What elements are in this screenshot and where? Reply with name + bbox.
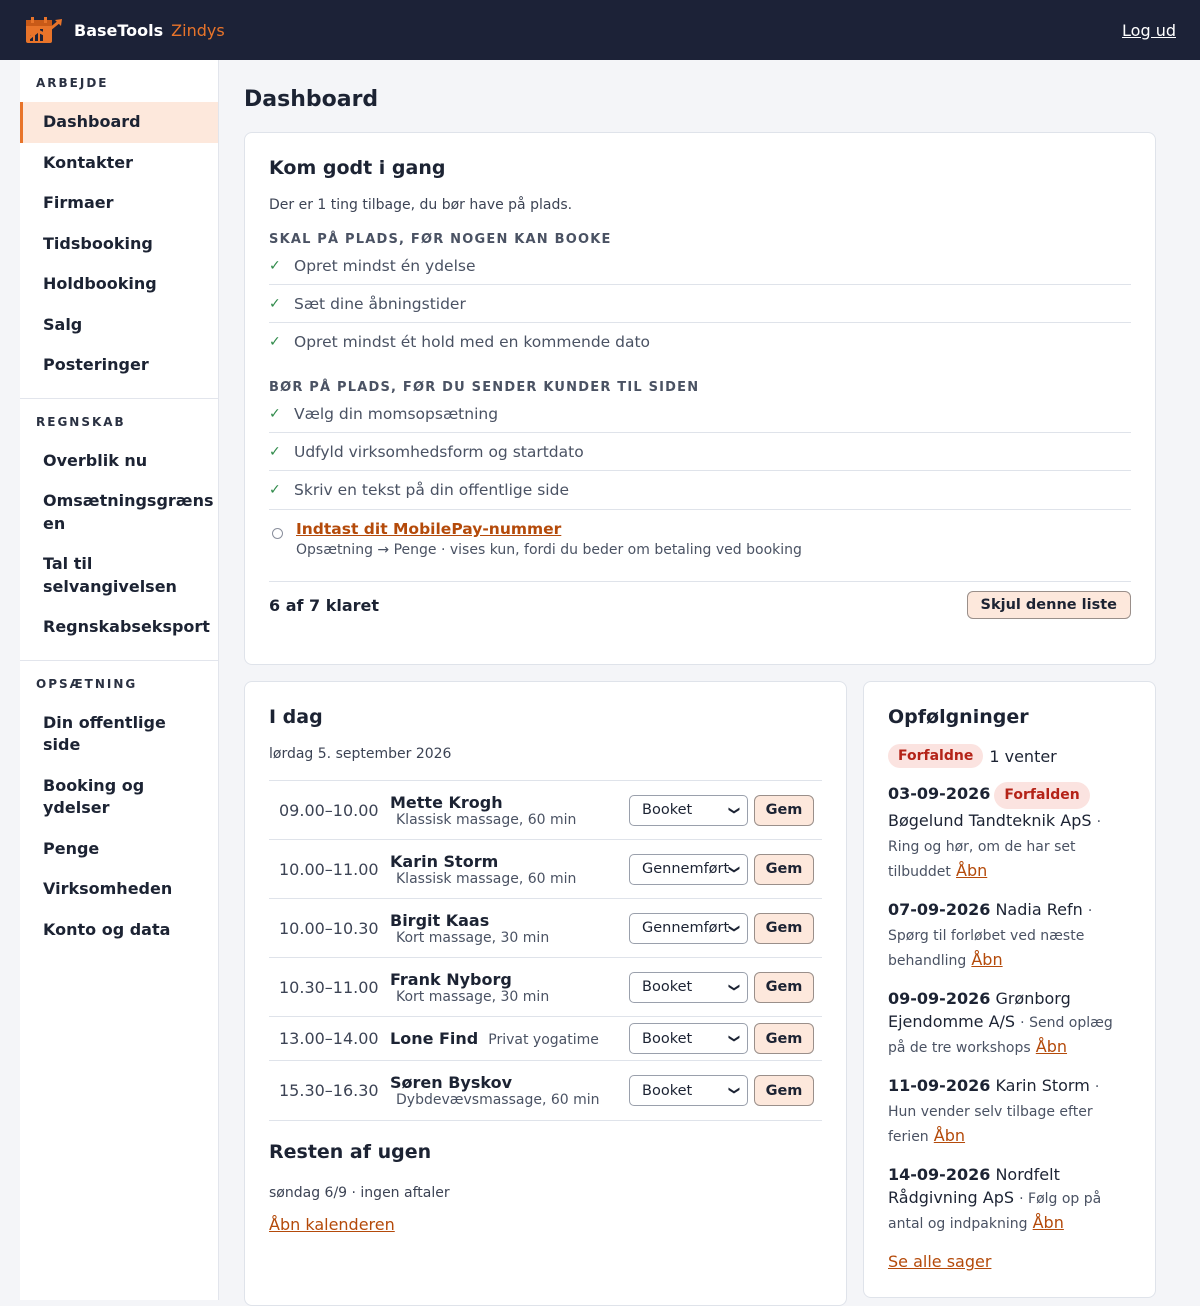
checklist-item-label: Sæt dine åbningstider bbox=[294, 294, 466, 313]
status-value: Booket bbox=[642, 802, 693, 818]
service-name: Klassisk massage, 60 min bbox=[396, 811, 577, 828]
open-followup-link[interactable]: Åbn bbox=[1035, 1037, 1068, 1056]
followup-date: 14-09-2026 bbox=[888, 1165, 991, 1184]
service-name: Kort massage, 30 min bbox=[396, 988, 550, 1005]
chart-calendar-logo-icon bbox=[24, 15, 64, 45]
appointment-row bbox=[269, 1061, 822, 1121]
sidebar-heading: REGNSKAB bbox=[36, 414, 126, 429]
getting-started-card bbox=[244, 132, 1156, 665]
checkmark-icon: ✓ bbox=[269, 443, 281, 460]
appointment-row bbox=[269, 780, 822, 840]
top-bar bbox=[0, 0, 1200, 60]
save-button[interactable]: Gem bbox=[754, 1023, 814, 1054]
todo-hint: Opsætning → Penge · vises kun, fordi du beder om betaling ved booking bbox=[296, 542, 802, 558]
sidebar-item-booking-ydelser[interactable]: Booking og ydelser bbox=[43, 775, 145, 817]
appointment-info bbox=[390, 852, 629, 887]
followups-title: Opfølgninger bbox=[888, 706, 1029, 728]
sidebar-section-regnskab bbox=[20, 399, 218, 661]
checklist-item bbox=[269, 433, 1131, 471]
service-name: Dybdevævsmassage, 60 min bbox=[396, 1092, 600, 1108]
service-name: Klassisk massage, 60 min bbox=[396, 870, 577, 887]
client-name[interactable]: Karin Storm bbox=[390, 851, 499, 871]
save-button[interactable]: Gem bbox=[754, 913, 814, 944]
appointment-info bbox=[390, 793, 629, 828]
checklist-item-label: Opret mindst ét hold med en kommende dato bbox=[294, 333, 651, 351]
followup-list bbox=[888, 782, 1131, 1236]
getting-started-intro: Der er 1 ting tilbage, du bør have på plads. bbox=[269, 197, 573, 213]
service-name: Kort massage, 30 min bbox=[396, 929, 550, 946]
progress-count: 6 af 7 klaret bbox=[269, 595, 380, 615]
appointment-time: 10.30–11.00 bbox=[279, 977, 379, 997]
sidebar-item-salg[interactable]: Salg bbox=[43, 314, 83, 334]
followup-date: 09-09-2026 bbox=[888, 989, 991, 1008]
sidebar-item-omsaetningsgraense[interactable]: Omsætningsgræns en bbox=[43, 491, 214, 533]
sidebar-item-holdbooking[interactable]: Holdbooking bbox=[43, 274, 157, 293]
sidebar-heading: ARBEJDE bbox=[36, 76, 109, 90]
sidebar-item-selvangivelse[interactable]: Tal til selvangivelsen bbox=[43, 554, 177, 596]
followup-item bbox=[888, 1074, 1131, 1149]
followup-date: 03-09-2026 bbox=[888, 784, 991, 803]
sidebar-item-virksomheden[interactable]: Virksomheden bbox=[43, 879, 173, 898]
appointment-list bbox=[269, 780, 822, 1121]
followup-date: 11-09-2026 bbox=[888, 1076, 991, 1095]
followup-note: · Hun vender selv tilbage efter ferien bbox=[888, 1079, 1100, 1145]
chevron-down-icon: ❯ bbox=[727, 1085, 741, 1096]
save-button[interactable]: Gem bbox=[754, 972, 814, 1003]
checklist-required bbox=[269, 247, 1131, 361]
sidebar-item-overblik[interactable]: Overblik nu bbox=[43, 450, 148, 470]
client-name[interactable]: Lone Find bbox=[390, 1029, 479, 1048]
waiting-count: 1 venter bbox=[989, 746, 1057, 766]
brand-name: BaseTools bbox=[74, 20, 164, 40]
sidebar-item-tidsbooking[interactable]: Tidsbooking bbox=[43, 233, 153, 253]
client-name[interactable]: Søren Byskov bbox=[390, 1073, 512, 1092]
checklist-item bbox=[269, 323, 1131, 361]
checklist-recommended bbox=[269, 395, 1131, 509]
appointment-time: 10.00–11.00 bbox=[279, 859, 379, 879]
status-select[interactable] bbox=[629, 972, 748, 1003]
appointment-row bbox=[269, 840, 822, 899]
sidebar-item-penge[interactable]: Penge bbox=[43, 838, 100, 858]
chevron-down-icon: ❯ bbox=[727, 864, 741, 874]
checkmark-icon: ✓ bbox=[269, 295, 281, 312]
followup-note: · Send oplæg på de tre workshops bbox=[888, 1015, 1113, 1056]
open-calendar-link[interactable]: Åbn kalenderen bbox=[269, 1215, 395, 1234]
chevron-down-icon: ❯ bbox=[727, 923, 741, 933]
checklist-group-heading: BØR PÅ PLADS, FØR DU SENDER KUNDER TIL SIDEN bbox=[269, 380, 700, 395]
appointment-row bbox=[269, 1017, 822, 1061]
checklist-item bbox=[269, 471, 1131, 509]
sidebar-section-opsaetning bbox=[20, 661, 218, 963]
followup-contact: Bøgelund Tandteknik ApS bbox=[888, 811, 1092, 830]
followups-summary bbox=[888, 744, 1131, 768]
followup-note: · Ring og hør, om de har set tilbuddet bbox=[888, 814, 1102, 880]
save-button[interactable]: Gem bbox=[754, 1075, 814, 1106]
status-value: Gennemført bbox=[642, 861, 730, 877]
status-select[interactable] bbox=[629, 1023, 748, 1054]
appointment-row bbox=[269, 958, 822, 1017]
today-card bbox=[244, 681, 847, 1306]
sidebar-item-firmaer[interactable]: Firmaer bbox=[43, 193, 114, 212]
hide-list-button[interactable]: Skjul denne liste bbox=[967, 591, 1131, 619]
open-followup-link[interactable]: Åbn bbox=[956, 861, 988, 880]
checklist-item-label: Udfyld virksomhedsform og startdato bbox=[294, 442, 584, 461]
client-name[interactable]: Frank Nyborg bbox=[390, 969, 512, 989]
save-button[interactable]: Gem bbox=[754, 854, 814, 885]
sidebar-item-dashboard[interactable]: Dashboard bbox=[20, 102, 218, 143]
checkmark-icon: ✓ bbox=[269, 257, 281, 274]
page-title: Dashboard bbox=[244, 87, 379, 112]
logout-link[interactable]: Log ud bbox=[1122, 20, 1176, 40]
followup-contact: Karin Storm bbox=[995, 1076, 1090, 1095]
checkmark-icon: ✓ bbox=[269, 405, 281, 422]
overdue-pill[interactable]: Forfaldne bbox=[888, 744, 983, 768]
sidebar-item-kontakter[interactable]: Kontakter bbox=[43, 152, 133, 172]
appointment-time: 09.00–10.00 bbox=[279, 800, 379, 820]
open-followup-link[interactable]: Åbn bbox=[933, 1126, 966, 1145]
status-select[interactable] bbox=[629, 913, 748, 944]
brand-subname: Zindys bbox=[171, 20, 225, 40]
chevron-down-icon: ❯ bbox=[727, 1033, 741, 1044]
followup-date: 07-09-2026 bbox=[888, 900, 991, 919]
status-value: Booket bbox=[642, 979, 693, 995]
status-value: Booket bbox=[642, 1082, 693, 1099]
chevron-down-icon: ❯ bbox=[727, 982, 741, 992]
checklist-item-label: Opret mindst én ydelse bbox=[294, 256, 476, 275]
status-select[interactable] bbox=[629, 1075, 748, 1106]
sidebar bbox=[20, 60, 219, 1300]
main-content bbox=[244, 60, 1156, 1271]
followups-card bbox=[863, 681, 1156, 1298]
rest-of-week-line: søndag 6/9 · ingen aftaler bbox=[269, 1185, 450, 1201]
followup-contact: Grønborg Ejendomme A/S bbox=[888, 989, 1071, 1031]
open-followup-link[interactable]: Åbn bbox=[1032, 1213, 1064, 1232]
checklist-item-label: Vælg din momsopsætning bbox=[294, 404, 499, 423]
appointment-time: 13.00–14.00 bbox=[279, 1029, 379, 1048]
getting-started-title: Kom godt i gang bbox=[269, 157, 446, 179]
client-name[interactable]: Mette Krogh bbox=[390, 792, 503, 812]
followup-contact: Nordfelt Rådgivning ApS bbox=[888, 1165, 1060, 1207]
appointment-time: 15.30–16.30 bbox=[279, 1081, 379, 1100]
status-value: Gennemført bbox=[642, 920, 730, 936]
status-select[interactable] bbox=[629, 854, 748, 885]
checkmark-icon: ✓ bbox=[269, 334, 281, 350]
overdue-badge: Forfalden bbox=[994, 782, 1089, 809]
today-title: I dag bbox=[269, 706, 323, 728]
sidebar-item-konto-data[interactable]: Konto og data bbox=[43, 919, 171, 939]
sidebar-item-regnskabseksport[interactable]: Regnskabseksport bbox=[43, 617, 210, 636]
appointment-info bbox=[390, 911, 629, 946]
mobilepay-setup-link[interactable]: Indtast dit MobilePay-nummer bbox=[296, 520, 562, 538]
appointment-info bbox=[390, 1029, 629, 1048]
followup-item bbox=[888, 1163, 1131, 1236]
status-select[interactable] bbox=[629, 795, 748, 826]
checklist-item bbox=[269, 395, 1131, 433]
checklist-todo-item bbox=[269, 509, 1131, 573]
client-name[interactable]: Birgit Kaas bbox=[390, 910, 490, 930]
chevron-down-icon: ❯ bbox=[727, 805, 741, 815]
checkmark-icon: ✓ bbox=[269, 482, 281, 498]
rest-of-week-title: Resten af ugen bbox=[269, 1141, 432, 1163]
see-all-cases-link[interactable]: Se alle sager bbox=[888, 1252, 992, 1271]
today-date: lørdag 5. september 2026 bbox=[269, 746, 452, 762]
sidebar-item-offentlige-side[interactable]: Din offentlige side bbox=[43, 712, 166, 754]
appointment-row bbox=[269, 899, 822, 958]
followup-note: · Spørg til forløbet ved næste behandling bbox=[888, 903, 1093, 969]
service-name: Privat yogatime bbox=[488, 1032, 599, 1048]
checklist-item bbox=[269, 285, 1131, 323]
followup-contact: Nadia Refn bbox=[995, 900, 1083, 919]
open-followup-link[interactable]: Åbn bbox=[971, 950, 1003, 969]
followup-note: · Følg op på antal og indpakning bbox=[888, 1191, 1102, 1232]
followup-item bbox=[888, 898, 1131, 973]
checklist-item bbox=[269, 247, 1131, 285]
empty-circle-icon bbox=[272, 528, 283, 539]
followup-item bbox=[888, 987, 1131, 1060]
appointment-info bbox=[390, 970, 629, 1005]
getting-started-footer bbox=[269, 581, 1131, 619]
sidebar-heading: OPSÆTNING bbox=[36, 676, 138, 691]
appointment-info bbox=[390, 1073, 629, 1108]
status-value: Booket bbox=[642, 1030, 693, 1047]
sidebar-section-arbejde bbox=[20, 60, 218, 399]
sidebar-item-posteringer[interactable]: Posteringer bbox=[43, 355, 149, 374]
checklist-item-label: Skriv en tekst på din offentlige side bbox=[294, 481, 569, 499]
appointment-time: 10.00–10.30 bbox=[279, 918, 379, 938]
followup-item bbox=[888, 782, 1131, 884]
checklist-group-heading: SKAL PÅ PLADS, FØR NOGEN KAN BOOKE bbox=[269, 232, 612, 247]
save-button[interactable]: Gem bbox=[754, 795, 814, 826]
